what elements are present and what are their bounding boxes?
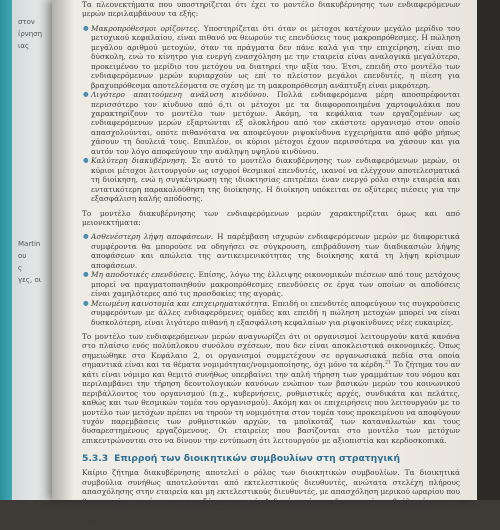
section-number: 5.3.3 <box>82 453 109 465</box>
table-surface <box>477 0 500 500</box>
body-paragraph <box>82 468 460 525</box>
list-item <box>82 24 460 90</box>
paragraph-text: Καίριο ζήτημα διακυβέρνησης αποτελεί ο ρόλος των διοικητικών συμβουλίων. Τα διοικητικά συμβούλια συνήθως αποτελούνται από εκτελεστικούς διευθυντές, ανώτατα στελέχη πλήρους απασχόλησης στην εταιρεία και μη εκτελεστικούς διευθυντές, με απασχόληση μερικού ωραρίου που θεωρητικά προσφέρουν μια ανεξάρτητη ματιά. Δεδομένου ότι τα διοικητικά συμβούλια έχουν την τελική ευθύνη για την επιτυχία ή την αποτυχία ενός οργανισμού, οφείλουν να ασχολούνται με τη στρατηγική. <box>82 468 460 525</box>
limitations-intro: Το μοντέλο διακυβέρνησης των ενδιαφερόμενων μερών χαρακτηρίζεται όμως και από μειονεκτήματα: <box>82 208 460 227</box>
paragraph-text: Το μοντέλο των ενδιαφερόμενων μερών αναγνωρίζει ότι οι οργανισμοί λειτουργούν κατά κανόνα στο πλαίσιο ενός πολύπλοκου συνόλου σχέσεων, που δεν είναι αποκλειστικά οικονομικές. Όπως σημειώθηκε στο Κεφάλαιο 2, οι οργανισμοί συμμετέχουν σε οργανωσιακά πεδία στα οποία σημαντικά είναι και τα θέματα νομιμότητας/νομιμοποίησης, όχι μόνο τα κέρδη. <box>82 331 460 370</box>
book-fragment: ου <box>18 252 27 260</box>
bullet-icon: ● <box>83 156 89 165</box>
bullet-icon: ● <box>83 90 89 99</box>
list-item-term: Μακροπρόθεσμοι ορίζοντες. <box>91 23 200 33</box>
list-item-text: Επειδή οι επενδυτές αποφεύγουν τις συγκρούσεις συμφερόντων με άλλες ενδιαφερόμενες ομάδες και επειδή η πώληση μετοχών μπορεί να είναι δυσκολότερη, είναι λιγότερο πιθανή η εξασφάλιση κεφαλαίων για ριψοκίνδυνες νέες ευκαιρίες. <box>91 298 460 327</box>
section-title: Επιρροή των διοικητικών συμβουλίων στη στρατηγική <box>114 453 401 465</box>
list-item-text: Υποστηρίζεται ότι όταν οι μέτοχοι κατέχουν μεγάλο μερίδιο του μετοχικού κεφαλαίου, είναι πιθανό να θεωρούν τις επενδύσεις τους μακροπρόθεσμες. Η πώληση μεγάλου αριθμού μετοχών, όταν τα πράγματα δεν πάνε καλά για την επιχείρηση, είναι πιο δύσκολη, ενώ το κίνητρο για ενεργή ενασχόληση με την εταιρεία είναι αναλογικά μεγαλύτερο, προκειμένου το μερίδιο του μετόχου να διατηρεί την αξία του. Έτσι, επειδή στο μοντέλο των ενδιαφερόμενων μερών κυριαρχούν ως επί το πλείστον μεγάλοι επενδυτές, η πίεση για βραχυπρόθεσμα αποτελέσματα σε σχέση με τη μακροπρόθεσμη ανάπτυξη είναι μικρότερη. <box>91 23 460 90</box>
limitations-list <box>82 232 460 327</box>
paragraph-text: Το ζήτημα του αν κάτι είναι νόμιμο και θεμιτό συνήθως υπερβαίνει την απλή τήρηση των γραμμάτων του νόμου και περιλαμβάνει την τήρηση δεοντολογικών κανόνων ενώπιον των βασικών μερών του κοινωνικού περιβάλλοντος του οργανισμού (π.χ., κυβερνήσεις, ρυθμιστικές αρχές, συνδικάτα και πελάτες, καθώς και των θεσμικών τομέα του οργανισμού). Ακόμη και οι επιχειρήσεις που λειτουργούν με το μοντέλο των μετόχων πρέπει να τηρούν τη νομιμότητα στον τομέα τους προκειμένου να αποφύγουν τυχόν παρεμβάσεις των ρυθμιστικών αρχών, τα μποϊκοτάζ των καταναλωτών και τους δυσαρεστημένους εργαζόμενους. Οι εταιρείες που βασίζονται στο μοντέλο των μετόχων επικεντρώνονται στο να δίνουν την εντύπωση ότι λειτουργούν με αξιοπιστία και κερδοσκοπικά. <box>82 360 460 445</box>
list-item-text: Επίσης, λόγω της έλλειψης οικονομικών πιέσεων από τους μετόχους μπορεί να πραγματοποιηθούν μακροπρόθεσμες επενδύσεις σε έργα των οποίων οι αποδόσεις είναι χαμηλότερες από τις προσδοκίες της αγοράς. <box>91 270 460 299</box>
list-item-term: Μειωμένη καινοτομία και επιχειρηματικότητα. <box>91 298 270 308</box>
bullet-icon: ● <box>83 23 89 32</box>
book-fragment: ς <box>18 264 23 272</box>
list-item-text: Η παρέμβαση ισχυρών ενδιαφερόμενων μερών με διαφορετικά συμφέροντα θα μπορούσε να οδηγήσει σε σύγκρουση, επιβράδυνση των διαδικασιών λήψης αποφάσεων και απώλεια της αντικειμενικότητας της διοίκησης κατά τη λήψη κρίσιμων αποφάσεων. <box>91 232 460 270</box>
list-item <box>82 299 460 327</box>
list-item-text: Πολλά ενδιαφερόμενα μέρη αποσπρέφονται περισσότερο τον κίνδυνο από ό,τι οι μέτοχοι με τα διαφοροποιημένα χαρτοφυλάκια που χαρακτηρίζουν το μοντέλο των μετόχων. Ακόμη, τα κεφάλαια των εργαζομένων ως ενδιαφερόμενων μερών εξαρτώνται εξ ολοκλήρου από τον εκάστοτε οργανισμό στον οποίο απασχολούνται, οπότε πιθανότατα να αποφεύγουν ριψοκίνδυνα εγχειρήματα από φόβο μήπως χάσουν τη δουλειά τους. Επιπλέον, οι κύριοι μέτοχοι έχουν περισσότερα να χάσουν και για αυτόν τον λόγο αποφεύγουν την ανάληψη υψηλού κινδύνου. <box>91 90 461 156</box>
book-fragment: ιας <box>18 42 30 50</box>
footnote-ref: 21 <box>384 359 392 366</box>
list-item-term: Μη αποδοτικές επενδύσεις. <box>91 270 196 280</box>
book-fragment: Martin <box>18 240 41 248</box>
book-fragment: στον <box>18 18 35 26</box>
list-item-text: Σε αυτό το μοντέλο διακυβέρνησης των ενδιαφερόμενων μερών, οι κύριοι μέτοχοι λειτουργούν ως ισχυροί θεσμικοί επενδυτές, ικανοί να ελέγχουν αποτελεσματικά τη διοίκηση, ενώ η συγκέντρωση της ιδιοκτησίας επιτρέπει έναν ενεργό ρόλο στην εταιρεία και εντατικότερη παρακολούθηση της διοίκησης. Η διοίκηση υπόκειται σε οξύτερες πιέσεις για την εξασφάλιση καλής απόδοσης. <box>91 156 460 204</box>
bullet-icon: ● <box>83 298 89 307</box>
list-item <box>82 156 460 203</box>
book-fragment: ίρνηση <box>18 30 43 38</box>
adjacent-book <box>0 0 58 500</box>
page-content <box>82 0 460 530</box>
bullet-icon: ● <box>83 270 89 279</box>
intro-paragraph: Τα πλεονεκτήματα που υποστηρίζεται ότι έχει το μοντέλο διακυβέρνησης των ενδιαφερόμενων μερών περιλαμβάνουν τα εξής: <box>82 0 460 19</box>
list-item <box>82 232 460 270</box>
section-heading <box>82 453 460 464</box>
footnote-ref: 22 <box>127 515 135 522</box>
list-item <box>82 270 460 298</box>
page-gutter-shadow <box>52 0 74 500</box>
bullet-icon: ● <box>83 232 89 241</box>
book-page <box>52 0 477 525</box>
advantages-list <box>82 24 460 204</box>
list-item-term: Λιγότερο απαιτούμενη ανάλυση κινδύνου. <box>91 90 269 100</box>
list-item-term: Ασθενέστερη λήψη αποφάσεων. <box>91 232 214 242</box>
list-item-term: Καλύτερη διακυβέρνηση. <box>91 156 187 166</box>
list-item <box>82 90 460 156</box>
book-fragment: γες, οι <box>18 276 42 284</box>
book-cover-stripe <box>0 0 12 500</box>
body-paragraph <box>82 332 460 445</box>
